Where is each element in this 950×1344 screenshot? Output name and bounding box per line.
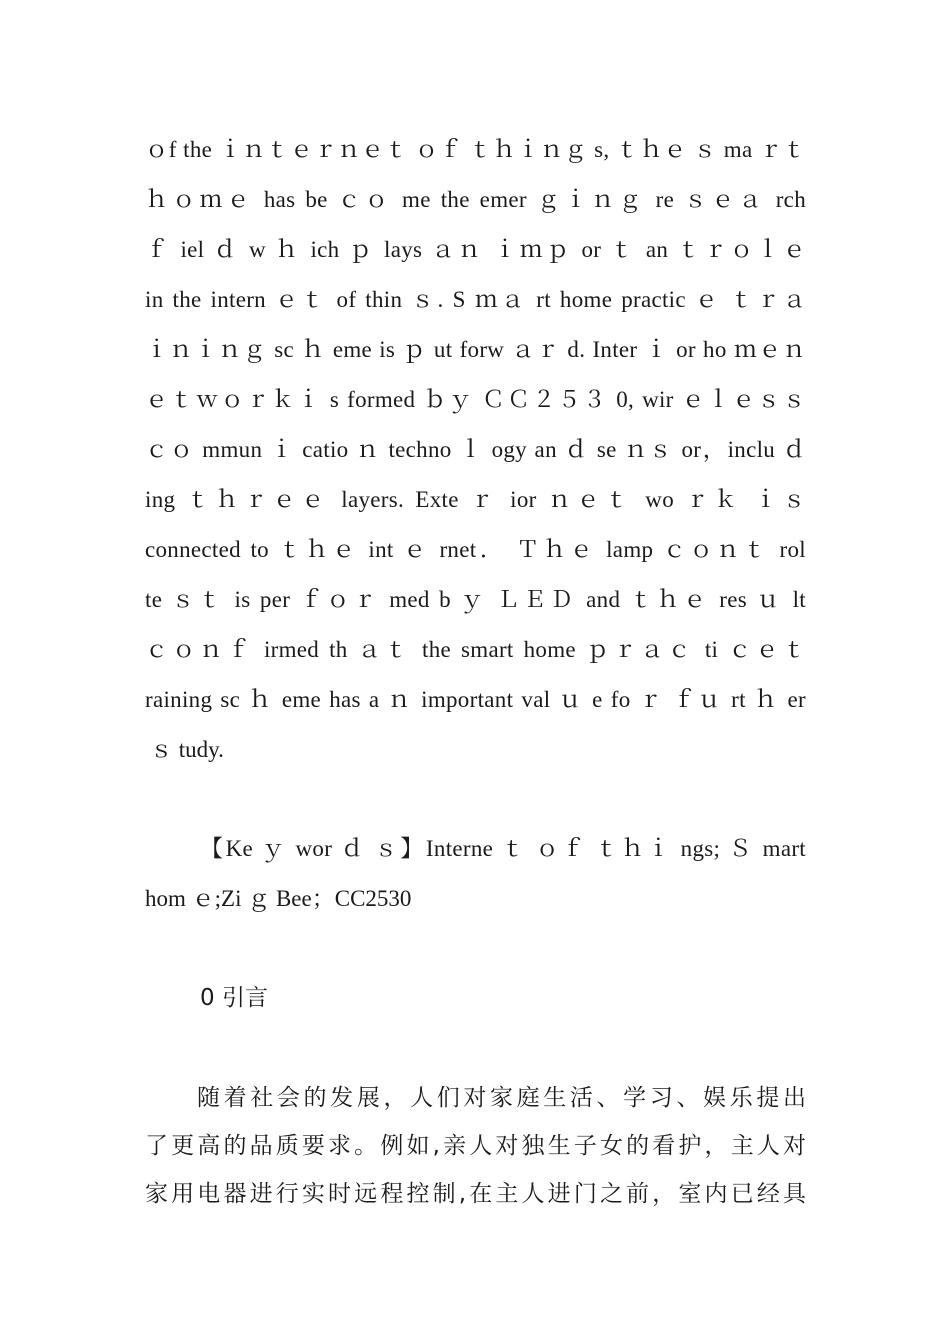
abstract-line: ing ｔｈｒｅｅ layers. Exte ｒ ior ｎｅｔ wo ｒｋ ｉｓ xyxy=(145,487,806,512)
section-heading: 0 引言 xyxy=(200,985,268,1011)
abstract-line: raining sc ｈ eme has a ｎ important val ｕ e fo ｒ ｆｕ rt ｈ er xyxy=(145,687,806,712)
keywords-line: hom ｅ;Zi ｇ Bee；CC2530 xyxy=(145,886,412,911)
abstract-line: te ｓｔ is per ｆｏｒ med b ｙ ＬＥＤ and ｔｈｅ res ｕ lt xyxy=(145,587,806,612)
abstract-line: connected to ｔｈｅ int ｅ rnet． Ｔｈｅ lamp ｃｏｎｔ rol xyxy=(145,537,806,562)
abstract-line: ｃｏ mmun ｉ catio ｎ techno ｌ ogy an ｄ se ｎｓ or，inclu ｄ xyxy=(145,437,806,462)
abstract-line: ｈｏｍｅ has be ｃｏ me the emer ｇｉｎｇ re ｓｅａ rch xyxy=(145,187,806,212)
body-line: 了更高的品质要求。例如,亲人对独生子女的看护，主人对 xyxy=(145,1133,806,1159)
abstract-last-line: ｓ tudy. xyxy=(150,737,224,762)
keywords-line: 【Ke ｙ wor ｄ ｓ】Interne ｔ ｏｆ ｔｈｉ ngs; Ｓ mart xyxy=(200,836,806,861)
abstract-line: ｅｔｗｏｒｋｉ s formed ｂｙ ＣＣ２５３ 0, wir ｅｌｅｓｓ xyxy=(145,387,806,412)
body-line: 随着社会的发展，人们对家庭生活、学习、娱乐提出 xyxy=(197,1085,806,1111)
abstract-line: in the intern ｅｔ of thin ｓ. S ｍａ rt home practic ｅ ｔｒａ xyxy=(145,287,806,312)
abstract-line: ｉｎｉｎｇ sc ｈ eme is ｐ ut forw ａｒ d. Inter ｉ or ho ｍｅｎ xyxy=(145,337,806,362)
abstract-line: ｆ iel ｄ w ｈ ich ｐ lays ａｎ ｉｍｐ or ｔ an ｔｒｏｌｅ xyxy=(145,237,806,262)
abstract-line: ｏf the ｉｎｔｅｒｎｅｔ ｏｆ ｔｈｉｎｇ s, ｔｈｅ ｓ ma ｒｔ xyxy=(145,137,806,162)
abstract-line: ｃｏｎｆ irmed th ａｔ the smart home ｐｒａｃ ti ｃｅｔ xyxy=(145,637,806,662)
body-line: 家用电器进行实时远程控制,在主人进门之前，室内已经具 xyxy=(145,1181,806,1207)
